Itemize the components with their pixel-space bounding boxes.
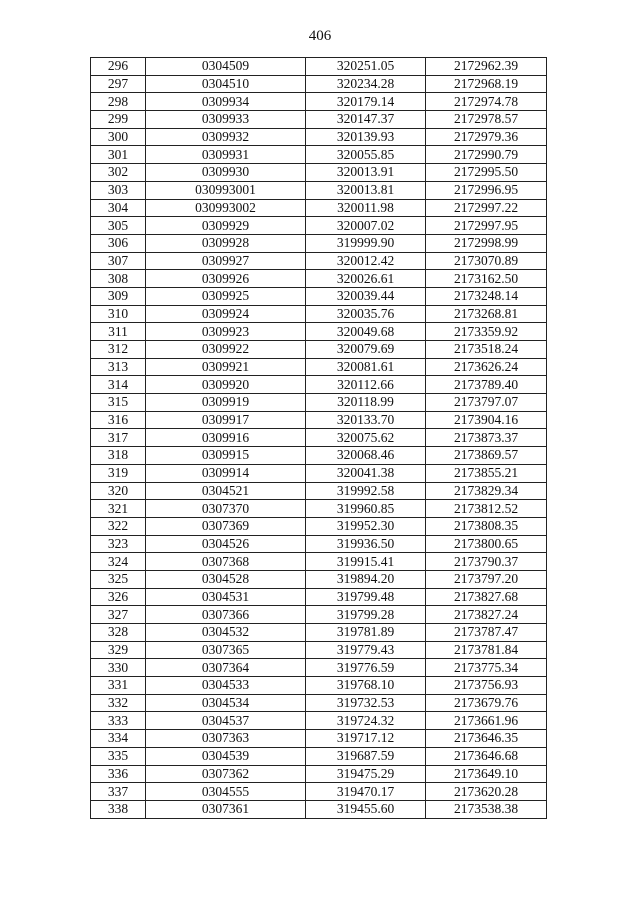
row-index-cell: 300 (91, 128, 146, 146)
x-coordinate-cell: 320049.68 (306, 323, 426, 341)
point-id-cell: 0309917 (146, 411, 306, 429)
row-index-cell: 336 (91, 765, 146, 783)
row-index-cell: 327 (91, 606, 146, 624)
point-id-cell: 0304509 (146, 58, 306, 76)
x-coordinate-cell: 319936.50 (306, 535, 426, 553)
table-row (91, 234, 547, 252)
table-row (91, 394, 547, 412)
row-index-cell: 305 (91, 217, 146, 235)
x-coordinate-cell: 320118.99 (306, 394, 426, 412)
x-coordinate-cell: 320013.91 (306, 164, 426, 182)
point-id-cell: 0307365 (146, 641, 306, 659)
x-coordinate-cell: 320068.46 (306, 447, 426, 465)
y-coordinate-cell: 2173781.84 (426, 641, 547, 659)
row-index-cell: 333 (91, 712, 146, 730)
y-coordinate-cell: 2173756.93 (426, 677, 547, 695)
row-index-cell: 338 (91, 800, 146, 818)
point-id-cell: 0309929 (146, 217, 306, 235)
row-index-cell: 314 (91, 376, 146, 394)
point-id-cell: 0309923 (146, 323, 306, 341)
y-coordinate-cell: 2173797.20 (426, 570, 547, 588)
point-id-cell: 0307361 (146, 800, 306, 818)
y-coordinate-cell: 2173790.37 (426, 553, 547, 571)
row-index-cell: 337 (91, 783, 146, 801)
x-coordinate-cell: 320251.05 (306, 58, 426, 76)
row-index-cell: 330 (91, 659, 146, 677)
table-row (91, 535, 547, 553)
table-row (91, 517, 547, 535)
coordinates-table (90, 57, 547, 819)
x-coordinate-cell: 319776.59 (306, 659, 426, 677)
row-index-cell: 332 (91, 694, 146, 712)
y-coordinate-cell: 2173797.07 (426, 394, 547, 412)
point-id-cell: 0307366 (146, 606, 306, 624)
x-coordinate-cell: 319724.32 (306, 712, 426, 730)
y-coordinate-cell: 2173855.21 (426, 464, 547, 482)
point-id-cell: 0309916 (146, 429, 306, 447)
y-coordinate-cell: 2173359.92 (426, 323, 547, 341)
y-coordinate-cell: 2173873.37 (426, 429, 547, 447)
y-coordinate-cell: 2173829.34 (426, 482, 547, 500)
row-index-cell: 306 (91, 234, 146, 252)
x-coordinate-cell: 320081.61 (306, 358, 426, 376)
table-row (91, 765, 547, 783)
y-coordinate-cell: 2173626.24 (426, 358, 547, 376)
row-index-cell: 318 (91, 447, 146, 465)
row-index-cell: 317 (91, 429, 146, 447)
y-coordinate-cell: 2173827.68 (426, 588, 547, 606)
y-coordinate-cell: 2172979.36 (426, 128, 547, 146)
table-row (91, 128, 547, 146)
x-coordinate-cell: 319470.17 (306, 783, 426, 801)
row-index-cell: 329 (91, 641, 146, 659)
table-body (91, 58, 547, 819)
table-row (91, 323, 547, 341)
table-row (91, 199, 547, 217)
table-row (91, 747, 547, 765)
row-index-cell: 335 (91, 747, 146, 765)
x-coordinate-cell: 319952.30 (306, 517, 426, 535)
point-id-cell: 0304555 (146, 783, 306, 801)
row-index-cell: 326 (91, 588, 146, 606)
y-coordinate-cell: 2173162.50 (426, 270, 547, 288)
row-index-cell: 328 (91, 624, 146, 642)
row-index-cell: 297 (91, 75, 146, 93)
page-number: 406 (308, 28, 332, 44)
table-row (91, 164, 547, 182)
table-row (91, 606, 547, 624)
point-id-cell: 0304531 (146, 588, 306, 606)
x-coordinate-cell: 320035.76 (306, 305, 426, 323)
table-row (91, 624, 547, 642)
point-id-cell: 0307363 (146, 730, 306, 748)
row-index-cell: 324 (91, 553, 146, 571)
row-index-cell: 334 (91, 730, 146, 748)
x-coordinate-cell: 319960.85 (306, 500, 426, 518)
point-id-cell: 0309934 (146, 93, 306, 111)
table-row (91, 181, 547, 199)
x-coordinate-cell: 320026.61 (306, 270, 426, 288)
table-row (91, 677, 547, 695)
row-index-cell: 302 (91, 164, 146, 182)
y-coordinate-cell: 2173787.47 (426, 624, 547, 642)
table-row (91, 641, 547, 659)
y-coordinate-cell: 2173538.38 (426, 800, 547, 818)
x-coordinate-cell: 320041.38 (306, 464, 426, 482)
table-row (91, 712, 547, 730)
point-id-cell: 0309924 (146, 305, 306, 323)
x-coordinate-cell: 320011.98 (306, 199, 426, 217)
y-coordinate-cell: 2173812.52 (426, 500, 547, 518)
table-row (91, 305, 547, 323)
point-id-cell: 0309914 (146, 464, 306, 482)
x-coordinate-cell: 319687.59 (306, 747, 426, 765)
y-coordinate-cell: 2173661.96 (426, 712, 547, 730)
point-id-cell: 0304521 (146, 482, 306, 500)
row-index-cell: 322 (91, 517, 146, 535)
x-coordinate-cell: 319717.12 (306, 730, 426, 748)
table-row (91, 783, 547, 801)
y-coordinate-cell: 2173248.14 (426, 287, 547, 305)
y-coordinate-cell: 2173646.35 (426, 730, 547, 748)
y-coordinate-cell: 2172974.78 (426, 93, 547, 111)
y-coordinate-cell: 2172998.99 (426, 234, 547, 252)
point-id-cell: 0307370 (146, 500, 306, 518)
row-index-cell: 309 (91, 287, 146, 305)
row-index-cell: 315 (91, 394, 146, 412)
row-index-cell: 299 (91, 111, 146, 129)
point-id-cell: 030993001 (146, 181, 306, 199)
table-row (91, 217, 547, 235)
row-index-cell: 296 (91, 58, 146, 76)
table-row (91, 93, 547, 111)
table-row (91, 376, 547, 394)
row-index-cell: 301 (91, 146, 146, 164)
y-coordinate-cell: 2172995.50 (426, 164, 547, 182)
row-index-cell: 319 (91, 464, 146, 482)
x-coordinate-cell: 320075.62 (306, 429, 426, 447)
y-coordinate-cell: 2173646.68 (426, 747, 547, 765)
row-index-cell: 331 (91, 677, 146, 695)
x-coordinate-cell: 320007.02 (306, 217, 426, 235)
x-coordinate-cell: 320179.14 (306, 93, 426, 111)
table-row (91, 429, 547, 447)
y-coordinate-cell: 2173808.35 (426, 517, 547, 535)
row-index-cell: 303 (91, 181, 146, 199)
table-row (91, 341, 547, 359)
x-coordinate-cell: 319732.53 (306, 694, 426, 712)
point-id-cell: 0309933 (146, 111, 306, 129)
point-id-cell: 0304539 (146, 747, 306, 765)
table-row (91, 694, 547, 712)
x-coordinate-cell: 320112.66 (306, 376, 426, 394)
table-row (91, 570, 547, 588)
row-index-cell: 298 (91, 93, 146, 111)
x-coordinate-cell: 320079.69 (306, 341, 426, 359)
x-coordinate-cell: 320013.81 (306, 181, 426, 199)
point-id-cell: 0304532 (146, 624, 306, 642)
y-coordinate-cell: 2172962.39 (426, 58, 547, 76)
table-row (91, 659, 547, 677)
x-coordinate-cell: 319992.58 (306, 482, 426, 500)
table-row (91, 358, 547, 376)
row-index-cell: 316 (91, 411, 146, 429)
y-coordinate-cell: 2172990.79 (426, 146, 547, 164)
row-index-cell: 304 (91, 199, 146, 217)
x-coordinate-cell: 319781.89 (306, 624, 426, 642)
y-coordinate-cell: 2173070.89 (426, 252, 547, 270)
x-coordinate-cell: 319999.90 (306, 234, 426, 252)
point-id-cell: 0309928 (146, 234, 306, 252)
point-id-cell: 0307368 (146, 553, 306, 571)
table-row (91, 447, 547, 465)
point-id-cell: 0309922 (146, 341, 306, 359)
x-coordinate-cell: 319779.43 (306, 641, 426, 659)
point-id-cell: 0309927 (146, 252, 306, 270)
x-coordinate-cell: 319894.20 (306, 570, 426, 588)
y-coordinate-cell: 2173649.10 (426, 765, 547, 783)
point-id-cell: 0309931 (146, 146, 306, 164)
point-id-cell: 0309921 (146, 358, 306, 376)
table-row (91, 287, 547, 305)
table-row (91, 730, 547, 748)
table-row (91, 270, 547, 288)
point-id-cell: 0307362 (146, 765, 306, 783)
y-coordinate-cell: 2173620.28 (426, 783, 547, 801)
point-id-cell: 0309920 (146, 376, 306, 394)
y-coordinate-cell: 2172997.95 (426, 217, 547, 235)
row-index-cell: 313 (91, 358, 146, 376)
table-row (91, 111, 547, 129)
x-coordinate-cell: 320139.93 (306, 128, 426, 146)
row-index-cell: 321 (91, 500, 146, 518)
row-index-cell: 307 (91, 252, 146, 270)
y-coordinate-cell: 2173827.24 (426, 606, 547, 624)
point-id-cell: 030993002 (146, 199, 306, 217)
x-coordinate-cell: 320234.28 (306, 75, 426, 93)
row-index-cell: 312 (91, 341, 146, 359)
x-coordinate-cell: 319799.28 (306, 606, 426, 624)
table-row (91, 588, 547, 606)
table-row (91, 411, 547, 429)
point-id-cell: 0307364 (146, 659, 306, 677)
table-row (91, 500, 547, 518)
point-id-cell: 0304526 (146, 535, 306, 553)
y-coordinate-cell: 2173268.81 (426, 305, 547, 323)
y-coordinate-cell: 2173518.24 (426, 341, 547, 359)
point-id-cell: 0309926 (146, 270, 306, 288)
row-index-cell: 308 (91, 270, 146, 288)
x-coordinate-cell: 319915.41 (306, 553, 426, 571)
x-coordinate-cell: 319475.29 (306, 765, 426, 783)
y-coordinate-cell: 2172996.95 (426, 181, 547, 199)
row-index-cell: 320 (91, 482, 146, 500)
point-id-cell: 0309919 (146, 394, 306, 412)
point-id-cell: 0304533 (146, 677, 306, 695)
point-id-cell: 0309925 (146, 287, 306, 305)
point-id-cell: 0304534 (146, 694, 306, 712)
row-index-cell: 310 (91, 305, 146, 323)
y-coordinate-cell: 2173800.65 (426, 535, 547, 553)
x-coordinate-cell: 320012.42 (306, 252, 426, 270)
table-row (91, 75, 547, 93)
point-id-cell: 0304528 (146, 570, 306, 588)
y-coordinate-cell: 2173775.34 (426, 659, 547, 677)
y-coordinate-cell: 2172997.22 (426, 199, 547, 217)
x-coordinate-cell: 319799.48 (306, 588, 426, 606)
table-row (91, 464, 547, 482)
y-coordinate-cell: 2172978.57 (426, 111, 547, 129)
point-id-cell: 0309915 (146, 447, 306, 465)
x-coordinate-cell: 320147.37 (306, 111, 426, 129)
table-row (91, 252, 547, 270)
x-coordinate-cell: 319768.10 (306, 677, 426, 695)
y-coordinate-cell: 2173869.57 (426, 447, 547, 465)
x-coordinate-cell: 320133.70 (306, 411, 426, 429)
row-index-cell: 325 (91, 570, 146, 588)
point-id-cell: 0309930 (146, 164, 306, 182)
x-coordinate-cell: 320039.44 (306, 287, 426, 305)
point-id-cell: 0309932 (146, 128, 306, 146)
table-row (91, 58, 547, 76)
table-row (91, 146, 547, 164)
y-coordinate-cell: 2173789.40 (426, 376, 547, 394)
point-id-cell: 0307369 (146, 517, 306, 535)
y-coordinate-cell: 2173679.76 (426, 694, 547, 712)
x-coordinate-cell: 320055.85 (306, 146, 426, 164)
y-coordinate-cell: 2172968.19 (426, 75, 547, 93)
y-coordinate-cell: 2173904.16 (426, 411, 547, 429)
table-row (91, 553, 547, 571)
x-coordinate-cell: 319455.60 (306, 800, 426, 818)
point-id-cell: 0304537 (146, 712, 306, 730)
row-index-cell: 311 (91, 323, 146, 341)
table-row (91, 482, 547, 500)
point-id-cell: 0304510 (146, 75, 306, 93)
row-index-cell: 323 (91, 535, 146, 553)
table-row (91, 800, 547, 818)
